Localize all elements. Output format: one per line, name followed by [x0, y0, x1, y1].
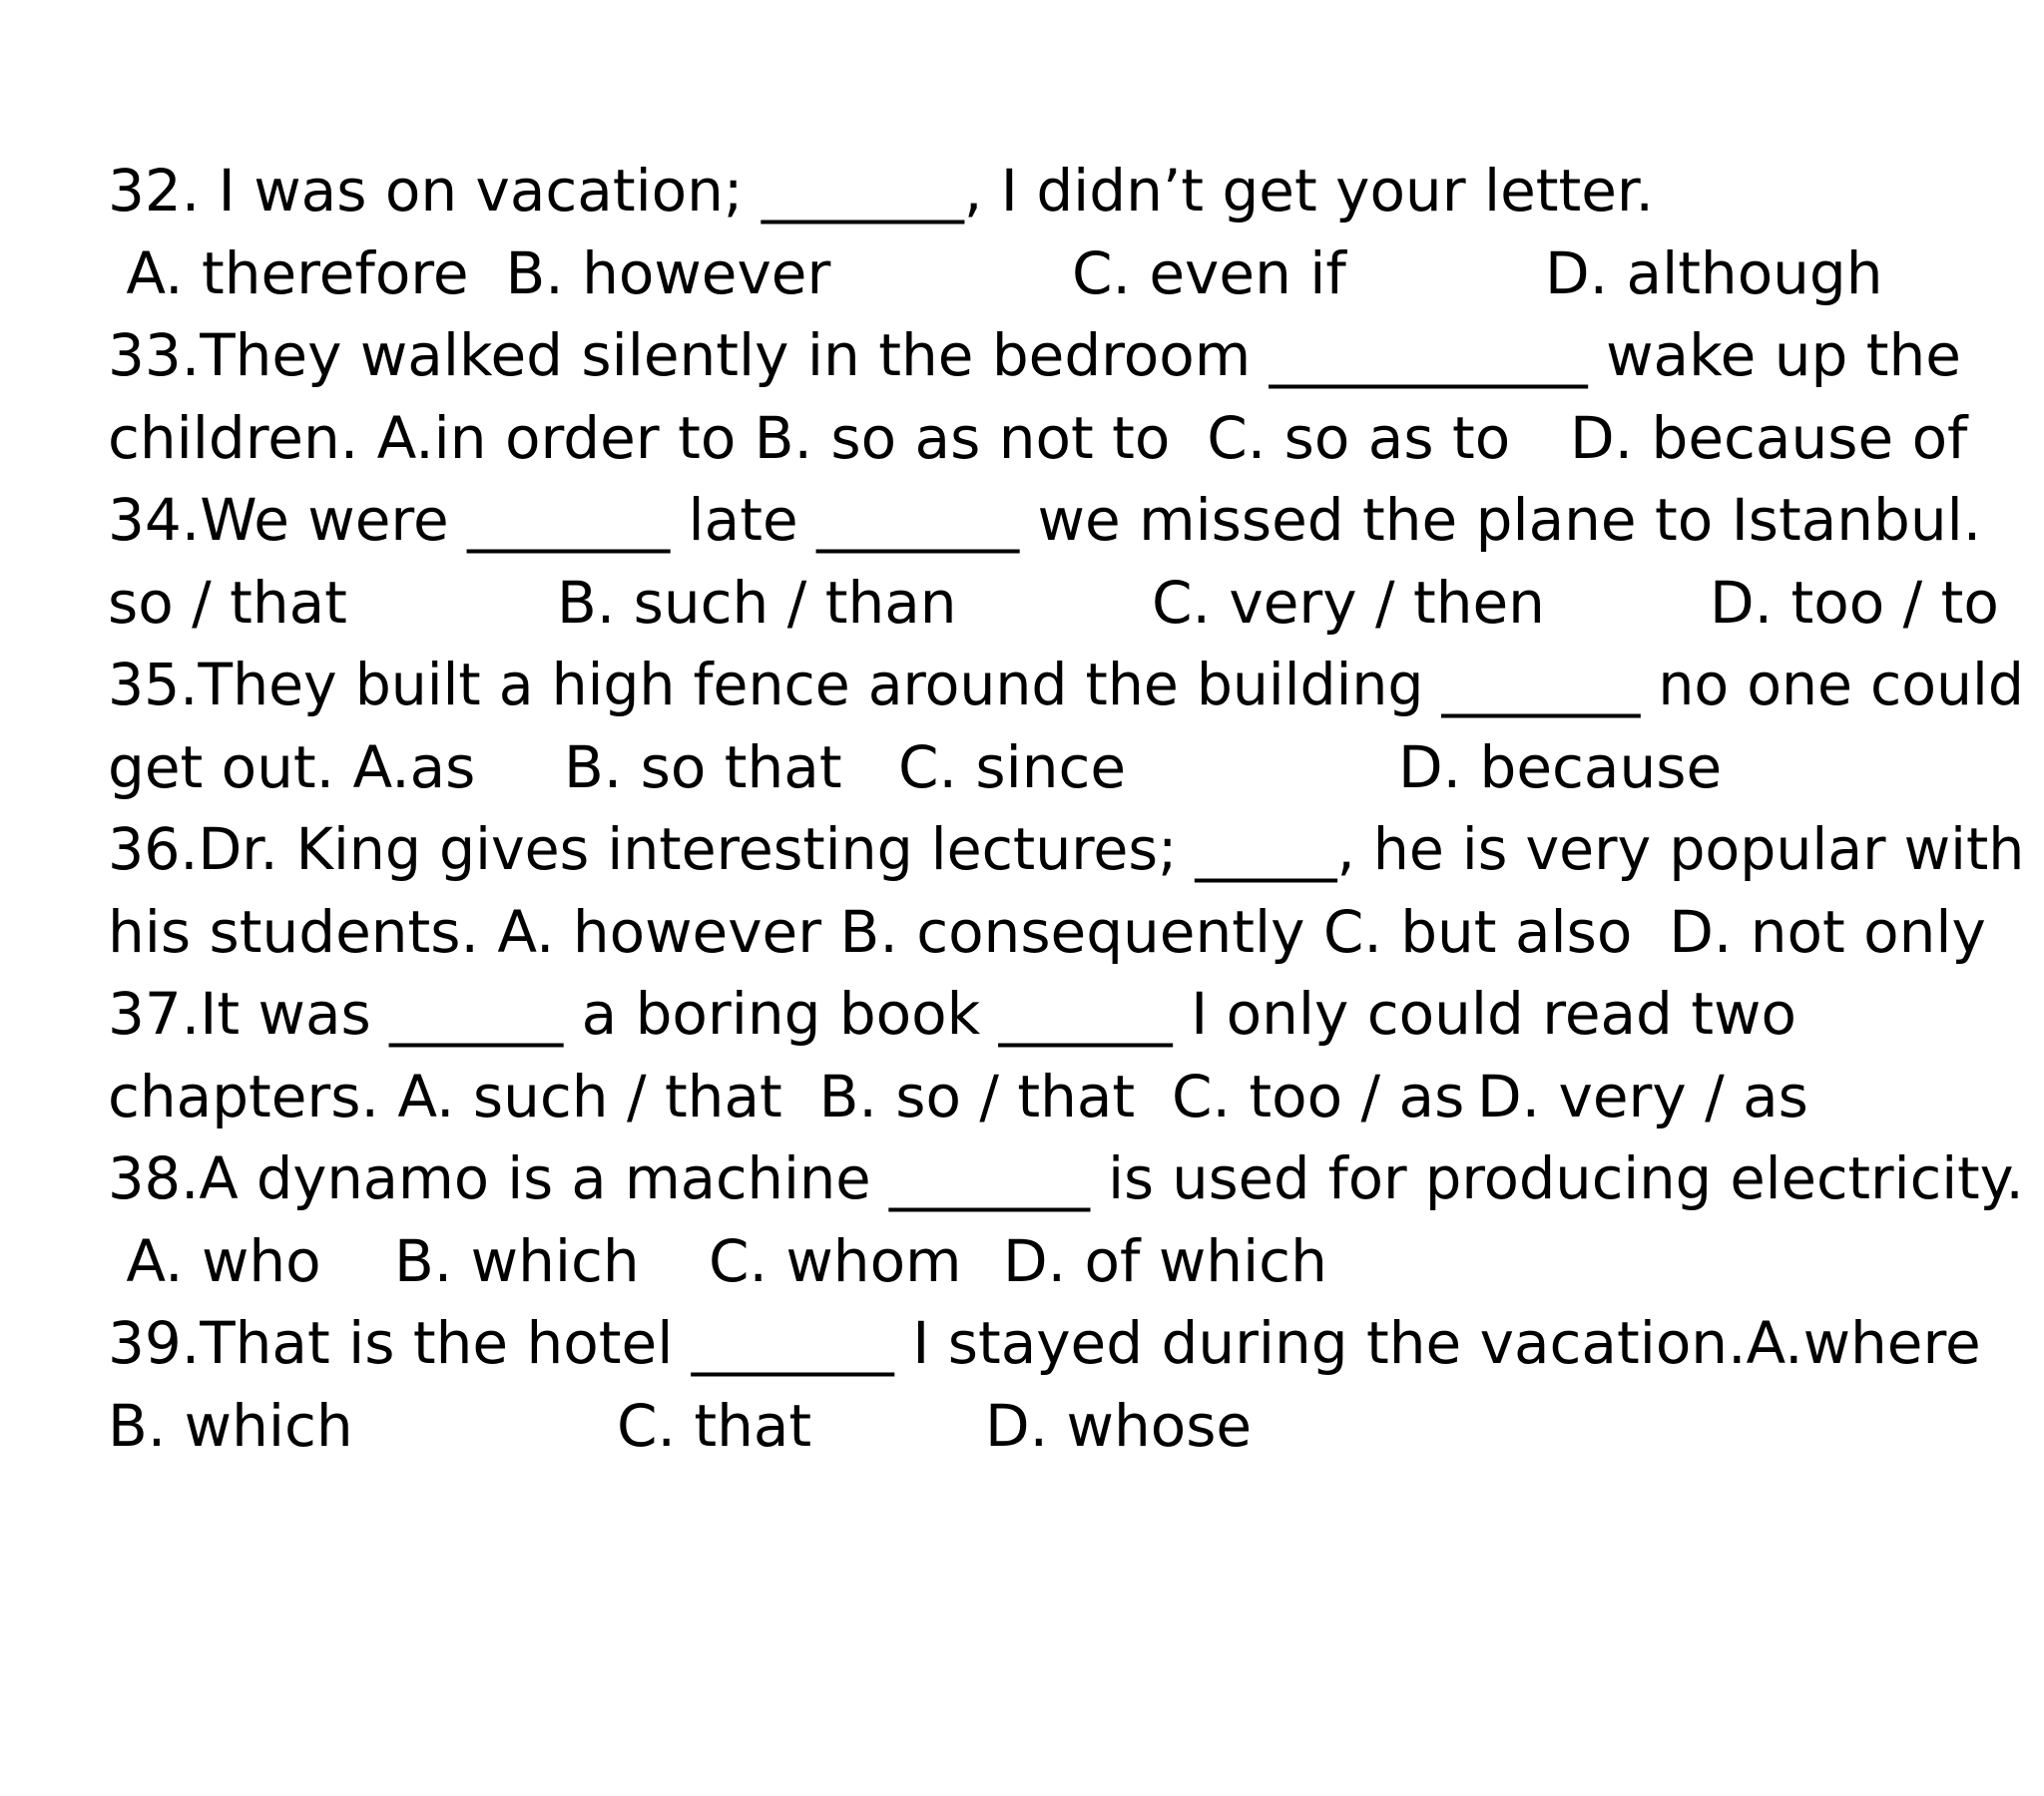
q35-stem: 35.They built a high fence around the building _______ no one could: [108, 651, 2024, 718]
q35-option-b: B. so that: [564, 732, 842, 801]
q36-line-1: [108, 808, 2025, 891]
q39-option-d: D. whose: [985, 1391, 1253, 1460]
q38-line-1: [108, 1137, 2024, 1220]
q34-line-2: [108, 562, 2024, 645]
q35-line-1: [108, 644, 2024, 726]
q38-option-c: C. whom: [709, 1226, 962, 1295]
q38-option-b: B. which: [394, 1226, 640, 1295]
q32-stem: 32. I was on vacation; _______, I didn’t get your letter.: [108, 157, 1654, 224]
q33-options-abc: children. A.in order to B. so as not to C. so as to: [108, 403, 1511, 472]
q39-option-c: C. that: [617, 1391, 812, 1460]
q36-stem: 36.Dr. King gives interesting lectures; _____, he is very popular with: [108, 815, 2025, 883]
q34-option-a: so / that: [108, 568, 347, 637]
q37-option-d: D. very / as: [1477, 1062, 1808, 1130]
q36-line-2: [108, 891, 2024, 974]
q34-line-1: [108, 479, 2024, 562]
q32-option-c: C. even if: [1072, 238, 1346, 307]
q39-option-b: B. which: [108, 1391, 353, 1460]
q35-option-d: D. because: [1398, 732, 1723, 801]
q35-option-a: get out. A.as: [108, 732, 476, 801]
q38-line-2: [108, 1220, 2024, 1303]
q32-options-ab: A. therefore B. however: [108, 238, 831, 307]
q32-line-1: [108, 150, 2024, 232]
q33-line-1: [108, 314, 2024, 397]
q37-options-abc: chapters. A. such / that B. so / that C. too / as: [108, 1062, 1465, 1130]
q38-stem: 38.A dynamo is a machine _______ is used for producing electricity.: [108, 1144, 2024, 1212]
q37-stem: 37.It was ______ a boring book ______ I only could read two: [108, 980, 1796, 1048]
q33-stem: 33.They walked silently in the bedroom ___________ wake up the: [108, 321, 1961, 389]
question-list: [108, 150, 2024, 1467]
q34-stem: 34.We were _______ late _______ we missed the plane to Istanbul.: [108, 486, 1982, 554]
q32-option-d: D. although: [1545, 238, 1883, 307]
q38-option-a: A. who: [108, 1226, 321, 1295]
q32-line-2: [108, 232, 2024, 315]
q35-option-c: C. since: [898, 732, 1127, 801]
q34-option-d: D. too / to: [1710, 568, 1999, 637]
q34-option-c: C. very / then: [1152, 568, 1545, 637]
q36-options: his students. A. however B. consequently C. but also D. not only: [108, 897, 1986, 966]
q38-option-d: D. of which: [1003, 1226, 1327, 1295]
q33-option-d: D. because of: [1570, 403, 1968, 472]
q39-line-1: [108, 1302, 2024, 1385]
q37-line-1: [108, 973, 2024, 1056]
q39-stem: 39.That is the hotel _______ I stayed during the vacation.A.where: [108, 1309, 1981, 1377]
q33-line-2: [108, 397, 2024, 480]
q37-line-2: [108, 1056, 2024, 1138]
q34-option-b: B. such / than: [557, 568, 957, 637]
q35-line-2: [108, 726, 2024, 809]
q39-line-2: [108, 1385, 2024, 1468]
